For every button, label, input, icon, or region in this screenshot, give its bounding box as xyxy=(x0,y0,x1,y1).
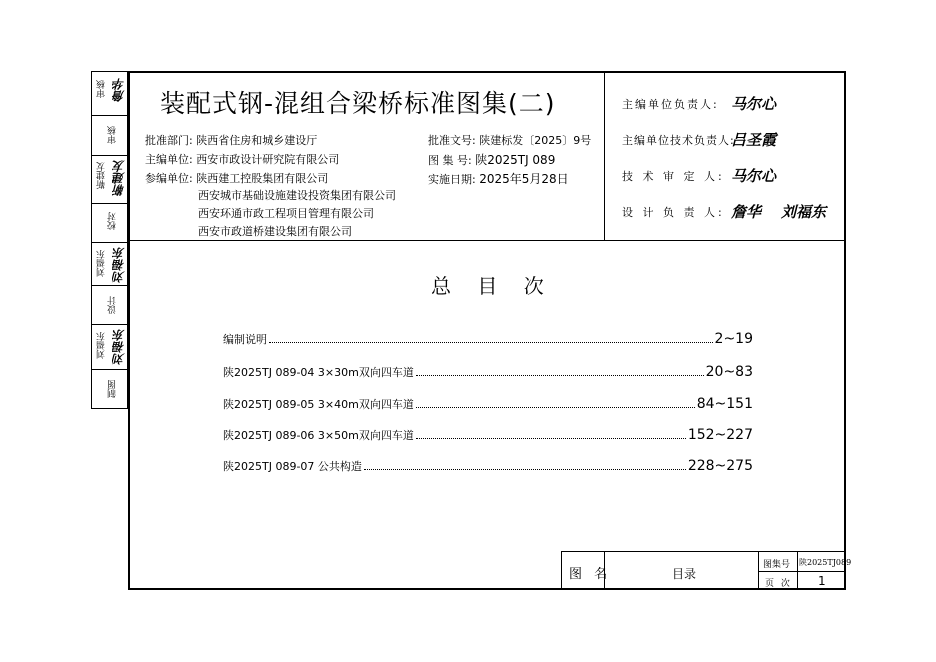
co-editor-label: 参编单位: xyxy=(145,172,193,185)
toc-leader-dots xyxy=(416,438,686,439)
strip-label-proofread: 校对 xyxy=(108,212,118,230)
co-editor-1 xyxy=(145,170,328,186)
chief-unit-leader-label: 主编单位负责人: xyxy=(622,98,719,111)
chief-editor-value: 西安市政设计研究院有限公司 xyxy=(196,153,340,166)
toc-item xyxy=(223,362,753,380)
toc-item-pages: 228~275 xyxy=(687,458,753,474)
approval-number-label: 批准文号: xyxy=(428,134,476,147)
toc-leader-dots xyxy=(269,342,713,343)
toc-item-pages: 152~227 xyxy=(687,427,753,443)
approval-number-value: 陕建标发〔2025〕9号 xyxy=(479,134,592,147)
implementation-date xyxy=(428,170,569,187)
toc-heading: 总 目 次 xyxy=(431,274,554,298)
title-block-row-divider xyxy=(758,571,846,572)
co-editor-4: 西安市政道桥建设集团有限公司 xyxy=(198,225,352,238)
strip-label-reviewer: 审核 xyxy=(97,80,107,98)
toc-item-name: 陕2025TJ 089-07 公共构造 xyxy=(223,460,362,473)
strip-divider xyxy=(91,369,128,370)
strip-label-proofreader: 刘福东 xyxy=(97,250,107,277)
technical-reviewer-signature: 马尔心 xyxy=(731,167,777,185)
page-title: 装配式钢-混组合梁桥标准图集(二) xyxy=(160,89,556,118)
toc-leader-dots xyxy=(416,375,704,376)
atlas-number-value: 陕2025TJ 089 xyxy=(475,153,556,167)
approval-number xyxy=(428,132,591,148)
toc-leader-dots xyxy=(364,469,686,470)
co-editor-value: 陕西建工控股集团有限公司 xyxy=(196,172,329,185)
chief-editor-label: 主编单位: xyxy=(145,153,193,166)
chief-unit-leader-signature: 马尔心 xyxy=(731,95,777,113)
toc-item-pages: 20~83 xyxy=(705,364,753,380)
strip-label-design: 设计 xyxy=(108,296,118,314)
strip-divider xyxy=(91,285,128,286)
strip-divider xyxy=(91,155,128,156)
design-leader-signature: 詹华 xyxy=(731,203,762,221)
strip-label-review: 审核 xyxy=(108,126,118,144)
strip-signature-checker: 靳建友 xyxy=(112,160,126,196)
approval-dept xyxy=(145,132,317,148)
toc-item-name: 陕2025TJ 089-04 3×30m双向四车道 xyxy=(223,366,414,379)
chief-editor xyxy=(145,151,339,167)
title-block-page-number: 1 xyxy=(818,574,826,588)
design-leader-label: 设 计 负 责 人: xyxy=(622,206,725,219)
atlas-number-label: 图 集 号: xyxy=(428,154,472,167)
toc-item-name: 陕2025TJ 089-05 3×40m双向四车道 xyxy=(223,398,414,411)
title-block-name: 目录 xyxy=(672,567,697,581)
toc-item-pages: 84~151 xyxy=(696,396,753,412)
strip-divider xyxy=(91,115,128,116)
title-block-atlas-label: 图集号 xyxy=(763,560,791,570)
header-divider xyxy=(128,240,846,241)
strip-label-drafting: 制图 xyxy=(108,380,118,398)
strip-divider xyxy=(91,242,128,243)
co-editor-3: 西安环通市政工程项目管理有限公司 xyxy=(198,207,374,220)
toc-item xyxy=(223,456,753,474)
strip-signature-designer: 刘福东 xyxy=(112,329,126,365)
co-editor-2: 西安城市基础设施建设投资集团有限公司 xyxy=(198,189,396,202)
strip-divider xyxy=(91,324,128,325)
atlas-number xyxy=(428,151,555,168)
strip-label-designer: 刘福东 xyxy=(97,332,107,359)
implementation-date-label: 实施日期: xyxy=(428,173,476,186)
strip-divider xyxy=(91,203,128,204)
implementation-date-value: 2025年5月28日 xyxy=(479,172,569,186)
chief-unit-tech-leader-label: 主编单位技术负责人: xyxy=(622,134,735,147)
design-leader-signature-2: 刘福东 xyxy=(781,203,827,221)
chief-unit-tech-leader-signature: 吕圣霞 xyxy=(731,131,777,149)
toc-item-name: 陕2025TJ 089-06 3×50m双向四车道 xyxy=(223,429,414,442)
toc-item-pages: 2~19 xyxy=(714,331,753,347)
title-block-page-label: 页 次 xyxy=(765,579,792,589)
toc-item xyxy=(223,394,753,412)
strip-signature-proofreader: 刘福东 xyxy=(112,247,126,283)
approval-dept-value: 陕西省住房和城乡建设厅 xyxy=(196,134,318,147)
toc-leader-dots xyxy=(416,407,695,408)
strip-signature-reviewer: 詹华 xyxy=(112,78,126,102)
title-block-atlas-number: 陕2025TJ089 xyxy=(799,558,852,567)
technical-reviewer-label: 技 术 审 定 人: xyxy=(622,170,725,183)
header-vertical-divider xyxy=(604,71,605,241)
strip-label-checker: 靳建友 xyxy=(97,162,107,189)
toc-item xyxy=(223,425,753,443)
title-block-name-label: 图 名 xyxy=(569,567,612,582)
toc-item-name: 编制说明 xyxy=(223,333,267,346)
approval-dept-label: 批准部门: xyxy=(145,134,193,147)
toc-item xyxy=(223,329,753,347)
